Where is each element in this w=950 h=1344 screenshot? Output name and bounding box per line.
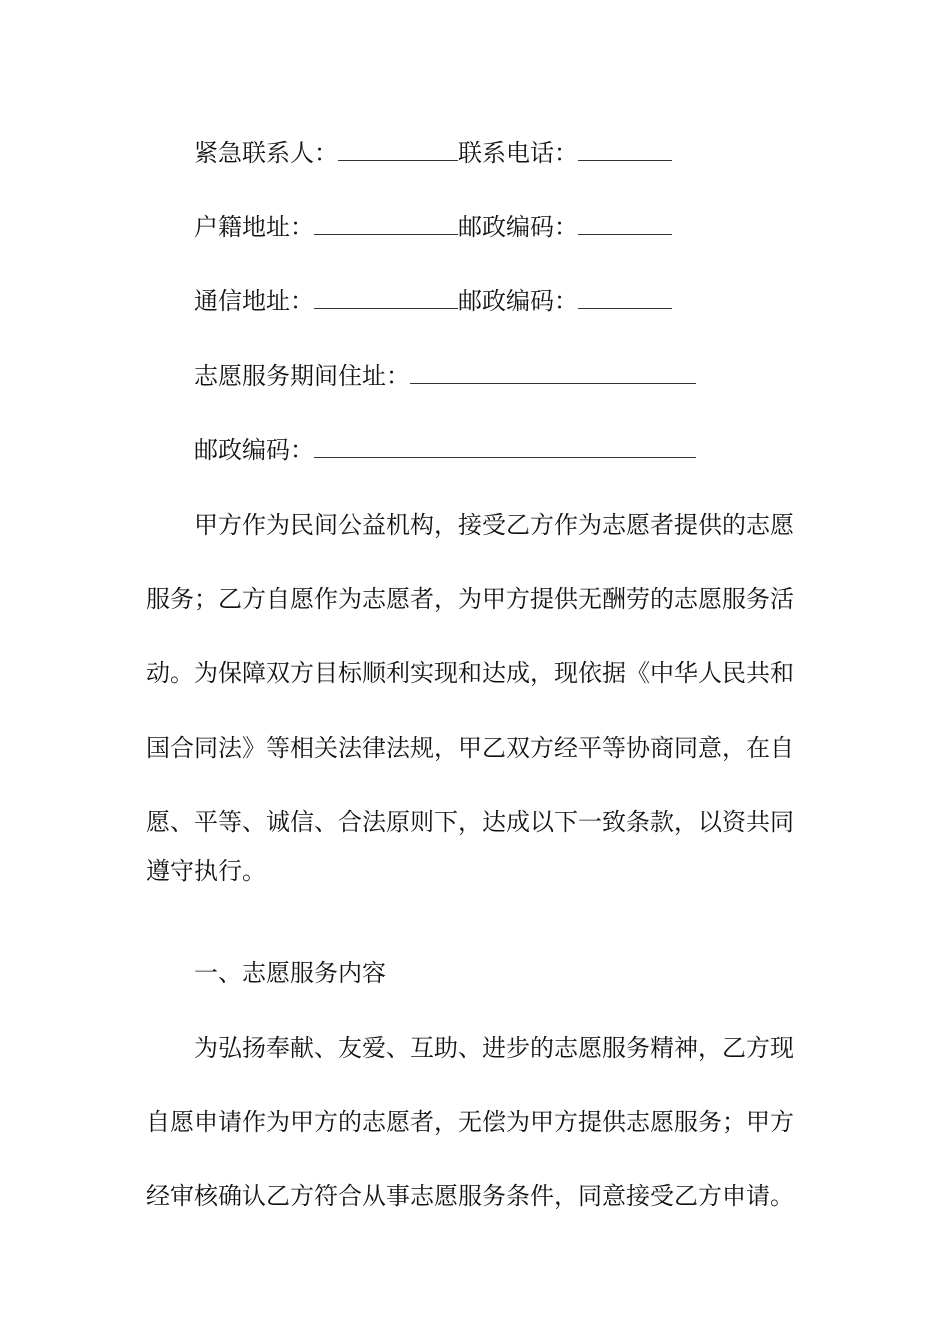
postal-code-blank[interactable] bbox=[578, 212, 672, 235]
emergency-contact-row bbox=[194, 138, 672, 168]
contact-phone-blank[interactable] bbox=[578, 138, 672, 161]
household-address-label: 户籍地址： bbox=[194, 213, 314, 241]
emergency-contact-label: 紧急联系人： bbox=[194, 139, 338, 167]
household-address-blank[interactable] bbox=[314, 212, 458, 235]
service-residence-label: 志愿服务期间住址： bbox=[194, 362, 410, 390]
intro-line: 甲方作为民间公益机构，接受乙方作为志愿者提供的志愿 bbox=[194, 511, 794, 539]
mailing-address-row bbox=[194, 286, 672, 316]
intro-line: 遵守执行。 bbox=[146, 857, 266, 885]
postal-code-label: 邮政编码： bbox=[458, 213, 578, 241]
section-line: 自愿申请作为甲方的志愿者，无偿为甲方提供志愿服务；甲方 bbox=[146, 1108, 794, 1136]
mailing-address-blank[interactable] bbox=[314, 286, 458, 309]
intro-line: 国合同法》等相关法律法规，甲乙双方经平等协商同意，在自 bbox=[146, 734, 794, 762]
postal-code-label: 邮政编码： bbox=[194, 436, 314, 464]
postal-code-label: 邮政编码： bbox=[458, 287, 578, 315]
intro-line: 服务；乙方自愿作为志愿者，为甲方提供无酬劳的志愿服务活 bbox=[146, 585, 794, 613]
postal-code-blank[interactable] bbox=[578, 286, 672, 309]
postal-code-row bbox=[194, 435, 696, 465]
section-line: 经审核确认乙方符合从事志愿服务条件，同意接受乙方申请。 bbox=[146, 1182, 794, 1210]
service-residence-row bbox=[194, 361, 696, 391]
section-line: 为弘扬奉献、友爱、互助、进步的志愿服务精神，乙方现 bbox=[194, 1034, 794, 1062]
contact-phone-label: 联系电话： bbox=[458, 139, 578, 167]
mailing-address-label: 通信地址： bbox=[194, 287, 314, 315]
emergency-contact-blank[interactable] bbox=[338, 138, 458, 161]
intro-line: 动。为保障双方目标顺利实现和达成，现依据《中华人民共和 bbox=[146, 659, 794, 687]
postal-code-blank[interactable] bbox=[314, 435, 696, 458]
intro-line: 愿、平等、诚信、合法原则下，达成以下一致条款，以资共同 bbox=[146, 808, 794, 836]
section-heading: 一、志愿服务内容 bbox=[194, 959, 386, 987]
service-residence-blank[interactable] bbox=[410, 361, 696, 384]
household-address-row bbox=[194, 212, 672, 242]
